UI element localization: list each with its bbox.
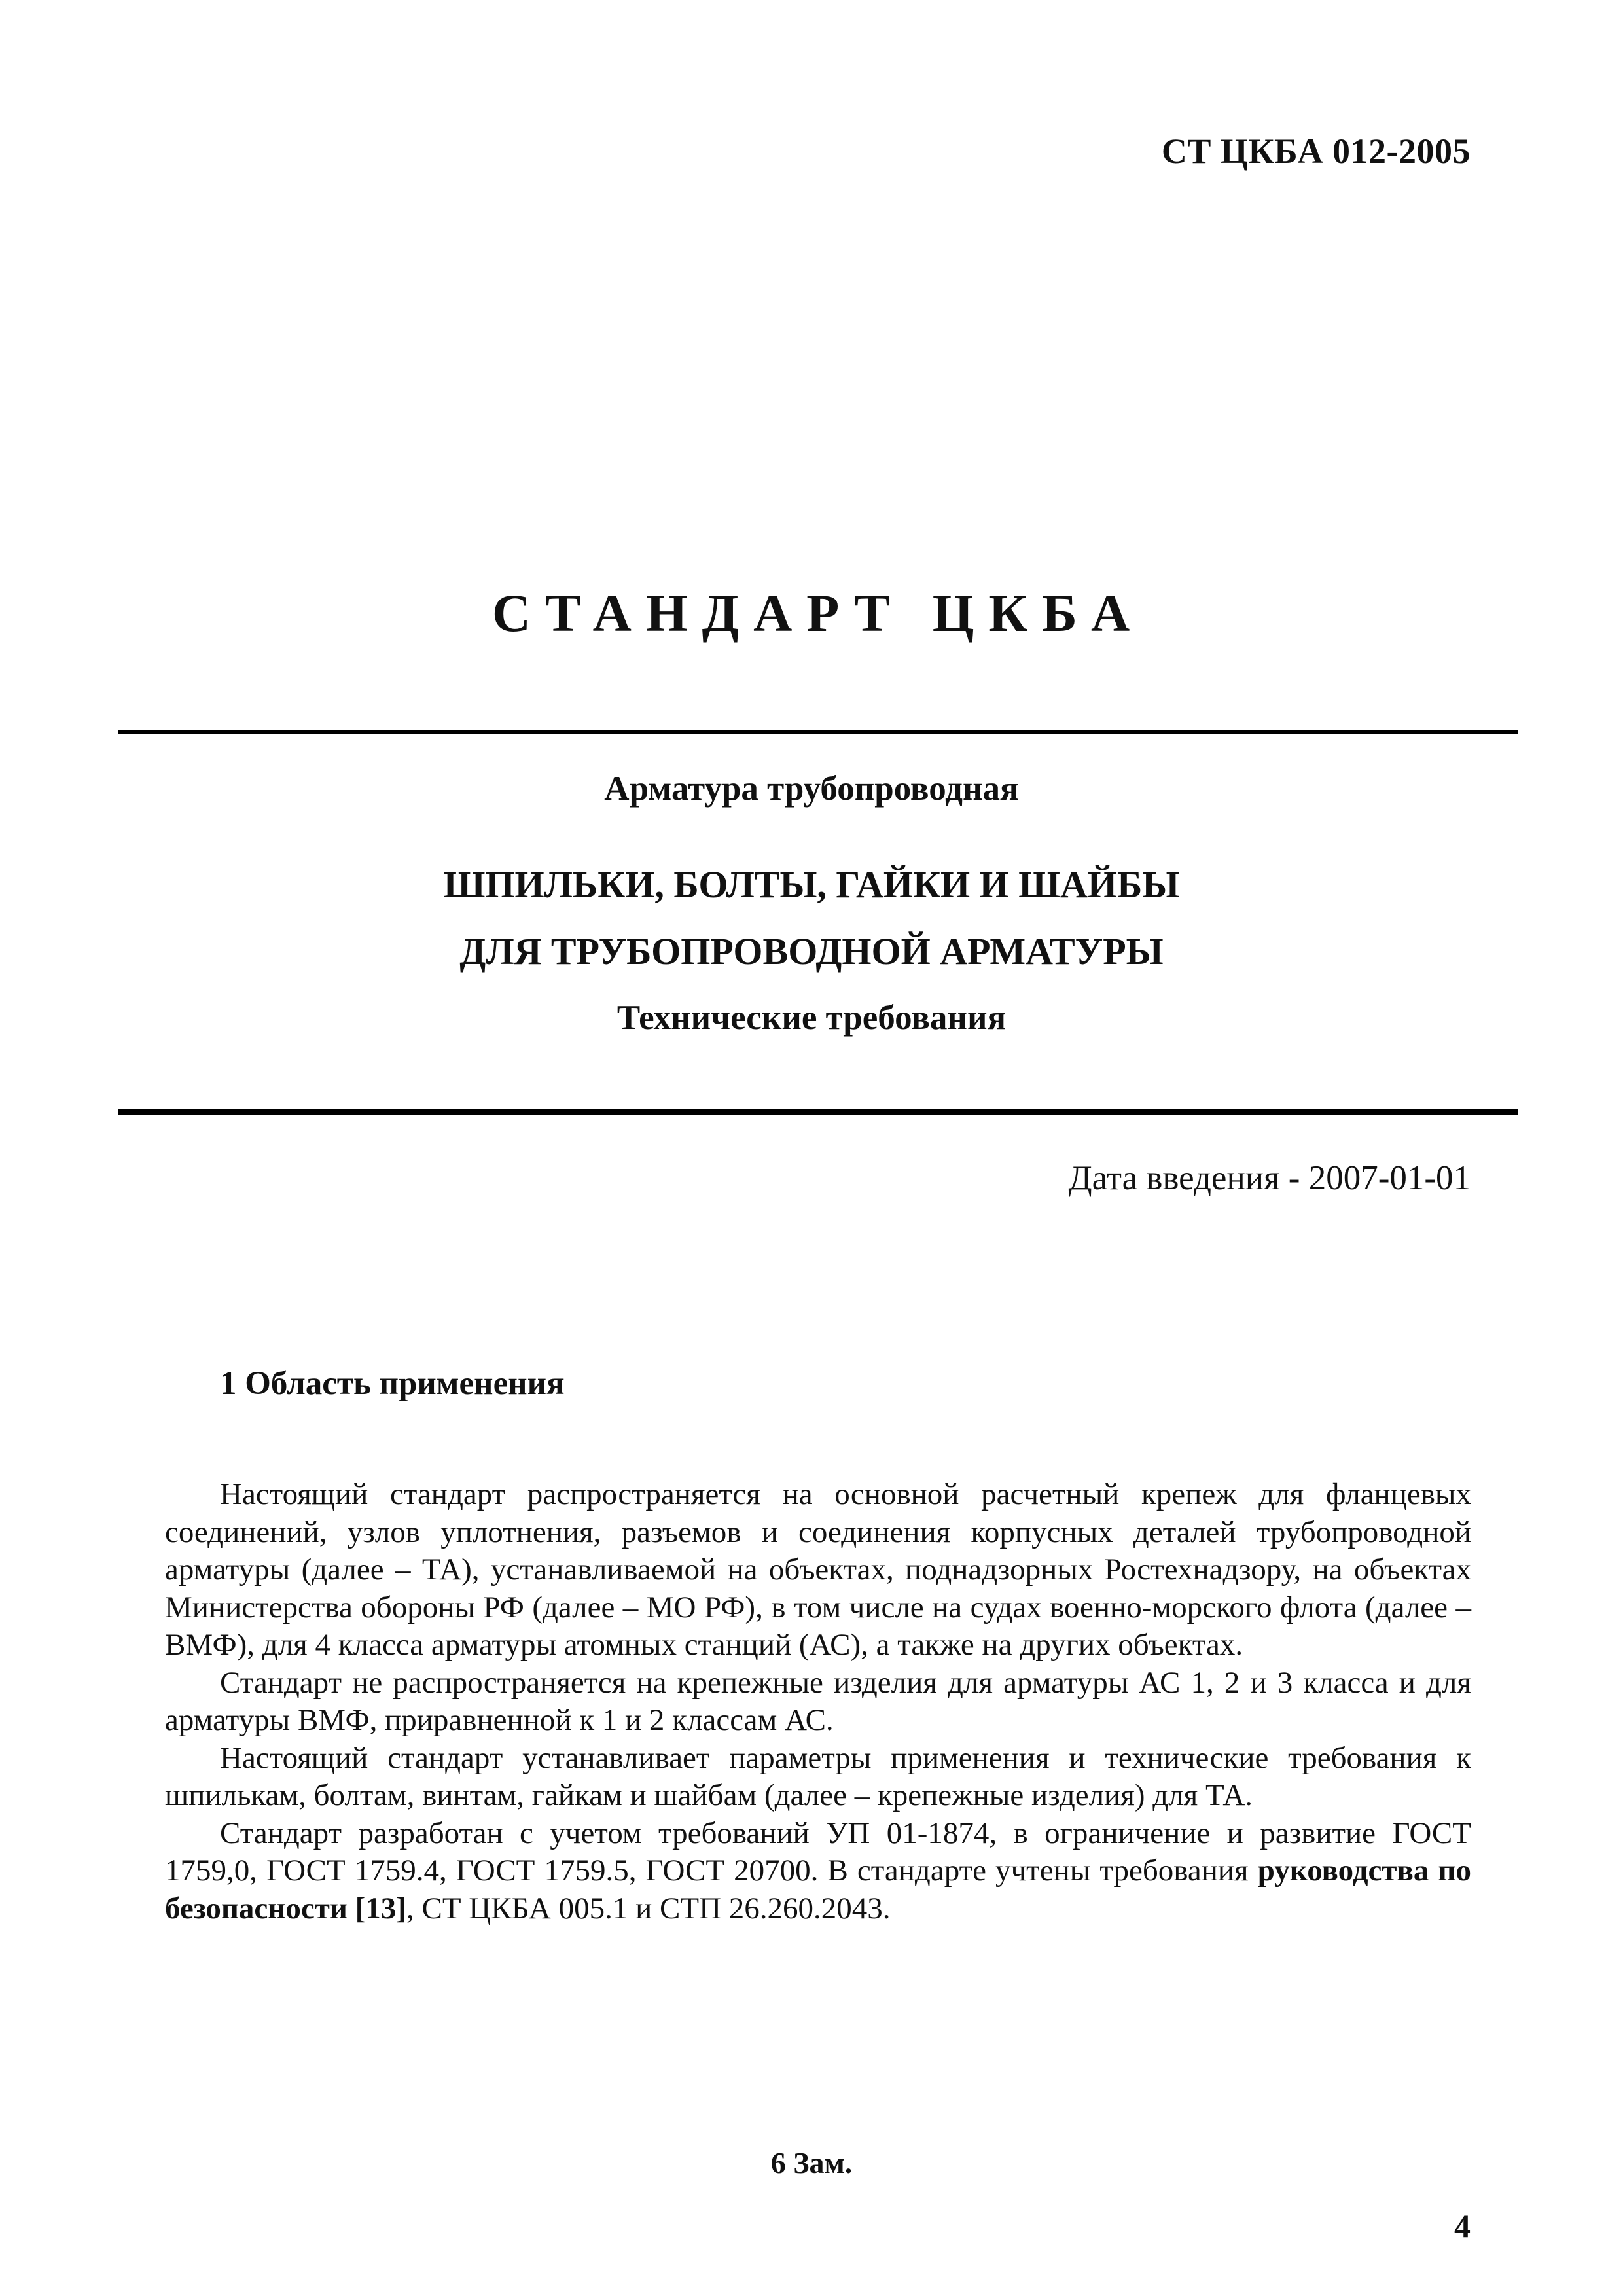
bottom-divider [118,1109,1518,1115]
paragraph-scope: Настоящий стандарт распространяется на основной расчетный крепеж для фланцевых соединений, узлов уплотнения, разъемов и соединения корпусных деталей трубопроводной арматуры (далее – ТА), устанавливаемой на объектах, поднадзорных Ростехнадзору, на объектах Министерства обороны РФ (далее – МО РФ), в том числе на судах военно-морского флота (далее – ВМФ), для 4 класса арматуры атомных станций (АС), а также на других объектах. [165,1477,1471,1662]
safety-guide-reference: руководства по безопасности [13] [165,1854,1471,1926]
technical-requirements-label: Технические требования [616,999,1007,1037]
document-code: СТ ЦКБА 012-2005 [1161,132,1471,171]
introduction-date: Дата введения - 2007-01-01 [1068,1159,1471,1197]
section-heading: 1 Область применения [220,1365,565,1402]
page-number: 4 [1454,2208,1471,2244]
standard-title: СТАНДАРТ ЦКБА [491,583,1145,643]
paragraph-references-tail: , СТ ЦКБА 005.1 и СТП 26.260.2043. [406,1891,891,1926]
subtitle: Арматура трубопроводная [604,770,1019,808]
paragraph-parameters: Настоящий стандарт устанавливает параметры применения и технические требования к шпилькам, болтам, винтам, гайкам и шайбам (далее – крепежные изделия) для ТА. [165,1740,1471,1812]
main-title-line-2: ДЛЯ ТРУБОПРОВОДНОЙ АРМАТУРЫ [459,930,1164,973]
top-divider [118,730,1518,734]
change-note: 6 Зам. [770,2146,853,2179]
section-body [165,1476,1471,1928]
paragraph-references [165,1815,1471,1928]
paragraph-exclusion: Стандарт не распространяется на крепежные изделия для арматуры АС 1, 2 и 3 класса и для арматуры ВМФ, приравненной к 1 и 2 классам АС. [165,1665,1471,1737]
paragraph-references-text: Стандарт разработан с учетом требований УП 01-1874, в ограничение и развитие ГОСТ 1759,0, ГОСТ 1759.4, ГОСТ 1759.5, ГОСТ 20700. В стандарте учтены требования [165,1816,1471,1888]
main-title-line-1: ШПИЛЬКИ, БОЛТЫ, ГАЙКИ И ШАЙБЫ [443,863,1180,906]
